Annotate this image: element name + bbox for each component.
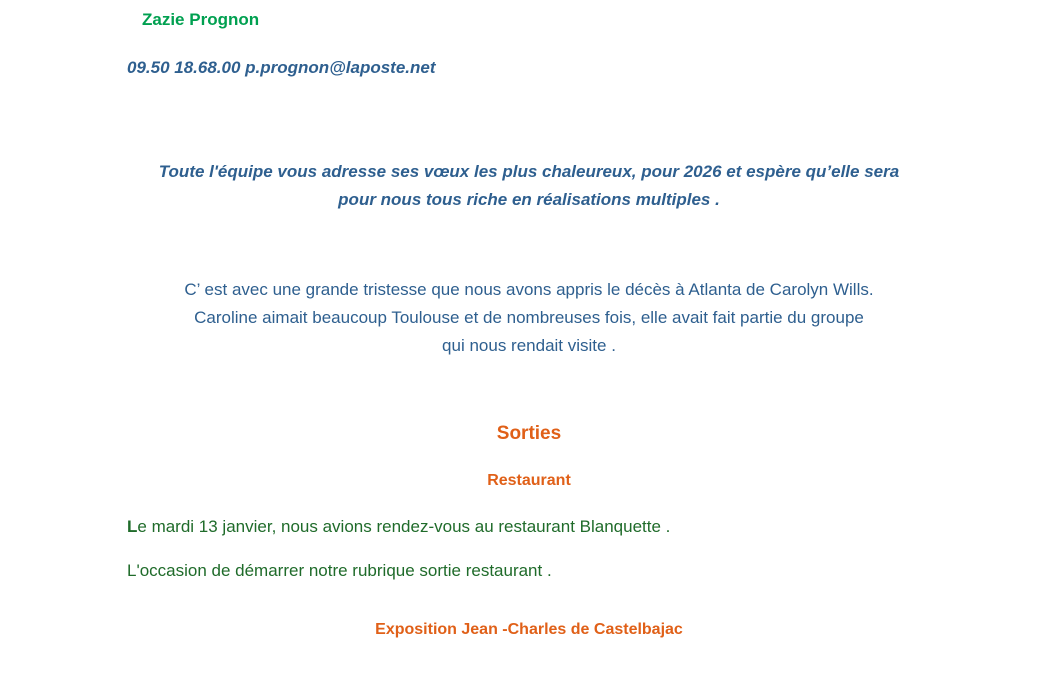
wishes-line-1: Toute l'équipe vous adresse ses vœux les plus chaleureux, pour 2026 et espère qu’elle sera: [158, 162, 900, 181]
condolences-line-1: C’ est avec une grande tristesse que nous avons appris le décès à Atlanta de Carolyn Wills.: [184, 280, 874, 299]
wishes-paragraph: [0, 158, 1058, 214]
author-name: Zazie Prognon: [142, 10, 260, 29]
restaurant-heading: Restaurant: [487, 472, 571, 489]
restaurant-paragraph-1: [127, 517, 670, 537]
restaurant-paragraph-1-text: e mardi 13 janvier, nous avions rendez-vous au restaurant Blanquette .: [137, 517, 671, 536]
exposition-heading: Exposition Jean -Charles de Castelbajac: [375, 621, 683, 638]
restaurant-paragraph-2: L'occasion de démarrer notre rubrique sortie restaurant .: [127, 561, 552, 580]
condolences-paragraph: [0, 276, 1058, 360]
sorties-heading: Sorties: [496, 423, 562, 444]
wishes-line-2: pour nous tous riche en réalisations multiples .: [338, 190, 720, 209]
contact-info: 09.50 18.68.00 p.prognon@laposte.net: [127, 58, 436, 77]
condolences-line-2: Caroline aimait beaucoup Toulouse et de nombreuses fois, elle avait fait partie du groupe: [194, 308, 864, 327]
condolences-line-3: qui nous rendait visite .: [442, 336, 616, 355]
drop-letter: L: [127, 517, 138, 536]
